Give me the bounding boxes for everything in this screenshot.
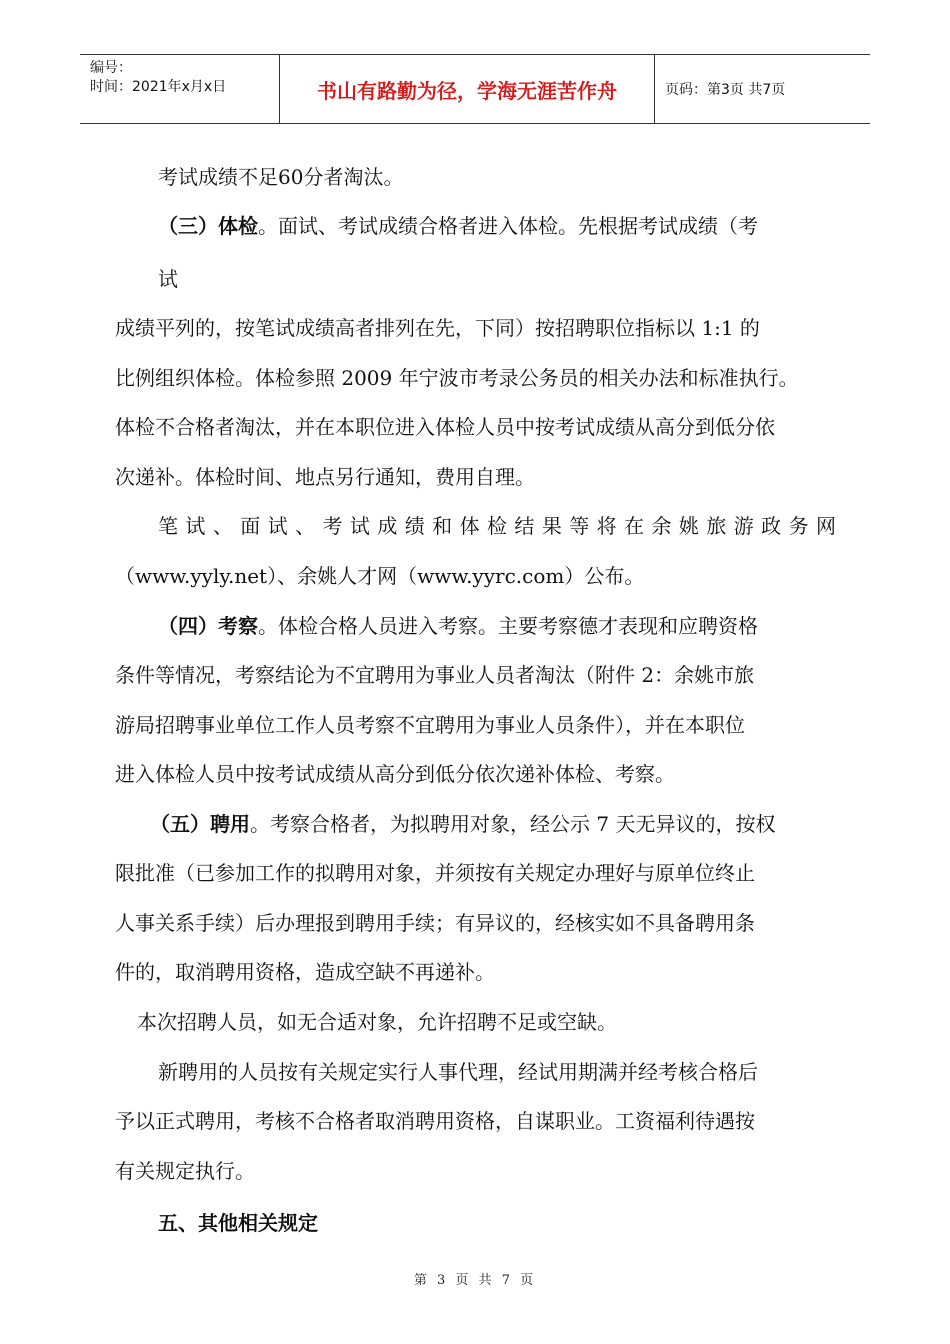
body-line: 试 bbox=[158, 267, 178, 291]
section-4-title: （四）考察 bbox=[158, 614, 258, 638]
number-label: 编号： bbox=[90, 60, 132, 76]
body-line: 限批准（已参加工作的拟聘用对象，并须按有关规定办理好与原单位终止 bbox=[115, 861, 755, 885]
body-line: 笔试、面试、考试成绩和体检结果等将在余姚旅游政务网 bbox=[158, 514, 836, 538]
section-heading: 五、其他相关规定 bbox=[158, 1211, 318, 1235]
body-line: 考试成绩不足60分者淘汰。 bbox=[158, 165, 404, 189]
section-3-text: 。面试、考试成绩合格者进入体检。先根据考试成绩（考 bbox=[258, 214, 758, 238]
section-5-text: 。考察合格者，为拟聘用对象，经公示 7 天无异议的，按权 bbox=[250, 812, 776, 836]
body-line: 次递补。体检时间、地点另行通知，费用自理。 bbox=[115, 465, 535, 489]
body-line: 条件等情况，考察结论为不宜聘用为事业人员者淘汰（附件 2：余姚市旅 bbox=[115, 663, 755, 687]
body-line: 本次招聘人员，如无合适对象，允许招聘不足或空缺。 bbox=[137, 1010, 617, 1034]
section-3-paragraph bbox=[158, 213, 758, 239]
body-line: 人事关系手续）后办理报到聘用手续；有异议的，经核实如不具备聘用条 bbox=[115, 911, 755, 935]
time-label: 时间：2021年x月x日 bbox=[90, 79, 227, 95]
section-3-title: （三）体检 bbox=[158, 214, 258, 238]
header-meta bbox=[80, 55, 280, 123]
body-line: 有关规定执行。 bbox=[115, 1159, 255, 1183]
body-line: 成绩平列的，按笔试成绩高者排列在先，下同）按招聘职位指标以 1:1 的 bbox=[115, 316, 760, 340]
body-line: 体检不合格者淘汰，并在本职位进入体检人员中按考试成绩从高分到低分依 bbox=[115, 415, 775, 439]
page-header bbox=[80, 54, 870, 124]
header-motto: 书山有路勤为径，学海无涯苦作舟 bbox=[280, 55, 655, 123]
body-line: 予以正式聘用，考核不合格者取消聘用资格，自谋职业。工资福利待遇按 bbox=[115, 1109, 755, 1133]
header-page-code: 页码：第3页 共7页 bbox=[665, 82, 786, 98]
body-line: 件的，取消聘用资格，造成空缺不再递补。 bbox=[115, 960, 495, 984]
section-4-text: 。体检合格人员进入考察。主要考察德才表现和应聘资格 bbox=[258, 614, 758, 638]
page-footer: 第 3 页 共 7 页 bbox=[413, 1273, 537, 1288]
body-line: 游局招聘事业单位工作人员考察不宜聘用为事业人员条件），并在本职位 bbox=[115, 713, 745, 737]
section-5-title: （五）聘用 bbox=[150, 812, 250, 836]
body-line: 新聘用的人员按有关规定实行人事代理，经试用期满并经考核合格后 bbox=[158, 1060, 758, 1084]
body-line: （www.yyly.net）、余姚人才网（www.yyrc.com）公布。 bbox=[115, 564, 645, 588]
section-5-paragraph bbox=[150, 811, 775, 837]
body-line: 进入体检人员中按考试成绩从高分到低分依次递补体检、考察。 bbox=[115, 762, 675, 786]
section-4-paragraph bbox=[158, 613, 758, 639]
body-line: 比例组织体检。体检参照 2009 年宁波市考录公务员的相关办法和标准执行。 bbox=[115, 366, 799, 390]
